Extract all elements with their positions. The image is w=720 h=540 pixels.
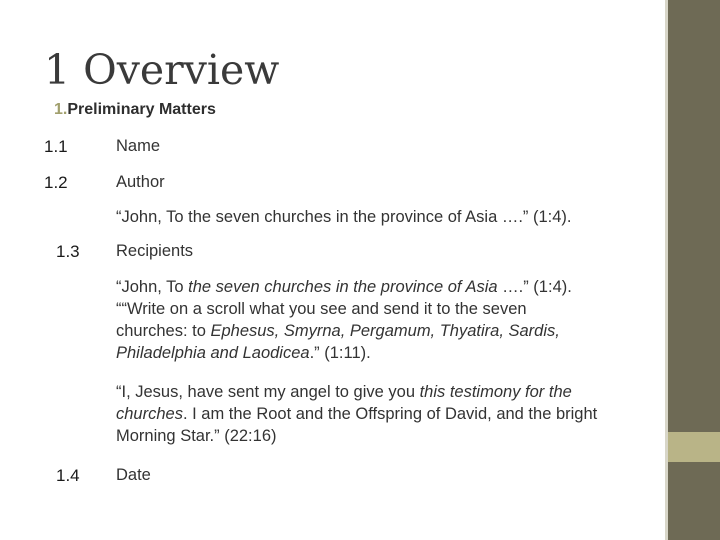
recipients-quote-line: “John, To the seven churches in the province of Asia ….” (1:4).: [116, 278, 572, 296]
decorative-sidebar: [665, 0, 720, 540]
slide-title: 1 Overview: [44, 46, 280, 94]
jesus-quote-line: “I, Jesus, have sent my angel to give you this testimony for the: [116, 383, 572, 401]
subheading-number: 1.: [54, 101, 68, 118]
section-number-recipients: 1.3: [56, 242, 80, 261]
section-label-date: Date: [116, 466, 151, 484]
section-number-author: 1.2: [44, 173, 68, 192]
jesus-quote-line: churches. I am the Root and the Offspring of David, and the bright: [116, 405, 598, 423]
subheading-label: Preliminary Matters: [67, 101, 216, 118]
jesus-quote: [116, 381, 656, 447]
recipients-quote: [116, 276, 656, 364]
subheading: [54, 101, 216, 119]
jesus-quote-line: Morning Star.” (22:16): [116, 427, 277, 445]
section-label-author: Author: [116, 173, 165, 191]
section-number-date: 1.4: [56, 466, 80, 485]
recipients-quote-line: ““Write on a scroll what you see and send it to the seven: [116, 300, 527, 318]
recipients-quote-line: Philadelphia and Laodicea.” (1:11).: [116, 344, 371, 362]
section-label-name: Name: [116, 137, 161, 155]
section-number-name: 1.1: [44, 137, 68, 156]
recipients-quote-line: churches: to Ephesus, Smyrna, Pergamum, Thyatira, Sardis,: [116, 322, 560, 340]
sidebar-accent-block: [668, 432, 720, 462]
section-label-recipients: Recipients: [116, 242, 194, 260]
author-quote: “John, To the seven churches in the province of Asia ….” (1:4).: [116, 208, 572, 226]
